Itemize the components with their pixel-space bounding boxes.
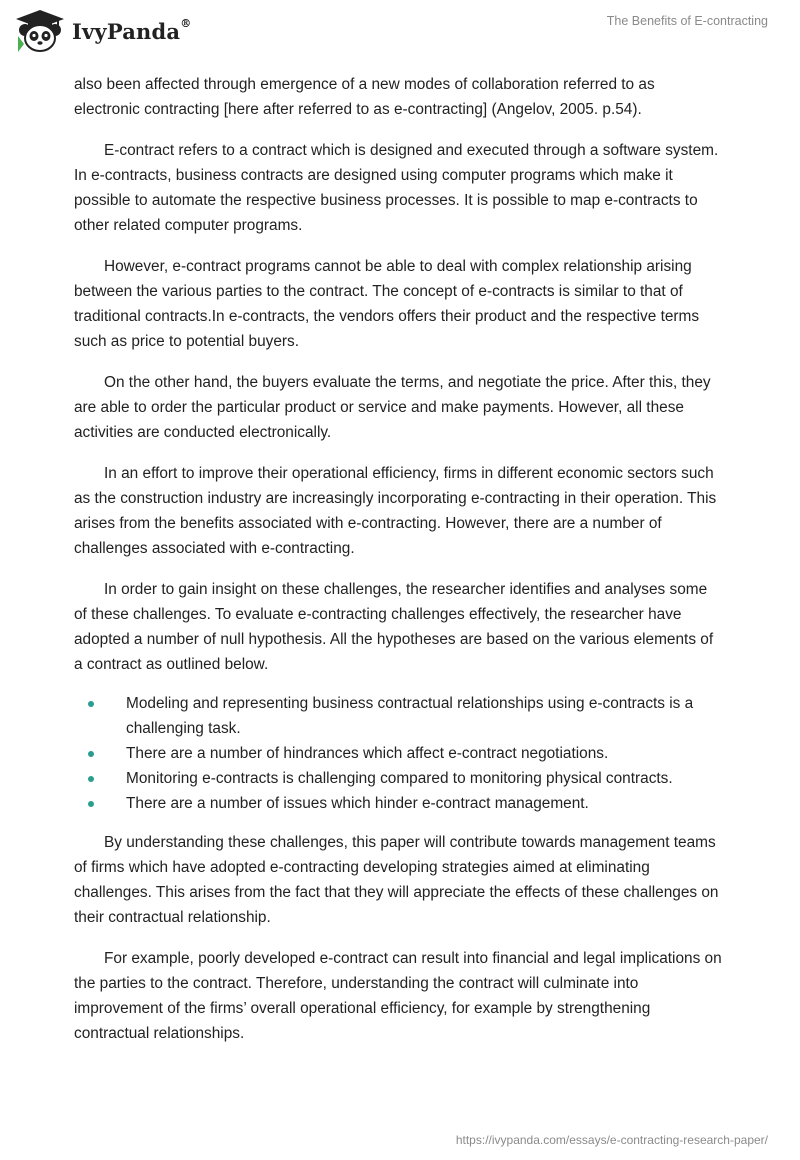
paragraph: In order to gain insight on these challenges, the researcher identifies and analyses some of these challenges. To evaluate e-contracting challenges effectively, the researcher have adopted a number of null hypothesis. All the hypotheses are based on the various elements of a contract as outlined below. [74,581,714,673]
registered-mark: ® [180,16,192,30]
panda-graduate-icon [14,8,66,54]
paragraph: For example, poorly developed e-contract can result into financial and legal implications on the parties to the contract. Therefore, understanding the contract will culminate into improvement of the firms’ overall operational efficiency, for example by strengthening contractual relationships. [74,950,722,1042]
hypotheses-list [74,691,724,816]
paragraph: also been affected through emergence of a new modes of collaboration referred to as electronic contracting [here after referred to as e-contracting] (Angelov, 2005. p.54). [74,76,655,118]
ivypanda-logo[interactable] [14,8,191,54]
bullet-icon [88,776,94,782]
paragraph: On the other hand, the buyers evaluate the terms, and negotiate the price. After this, they are able to order the particular product or service and make payments. However, all these activities are conducted electronically. [74,374,711,441]
paragraph: However, e-contract programs cannot be able to deal with complex relationship arising between the various parties to the contract. The concept of e-contracts is similar to that of traditional contracts.In e-contracts, the vendors offers their product and the respective terms such as price to potential buyers. [74,258,700,350]
page-header [0,0,800,70]
paragraph: By understanding these challenges, this paper will contribute towards management teams of firms which have adopted e-contracting developing strategies aimed at eliminating challenges. This arises from the fact that they will appreciate the effects of these challenges on their contractual relationship. [74,834,719,926]
paragraph: In an effort to improve their operational efficiency, firms in different economic sectors such as the construction industry are increasingly incorporating e-contracting in their operation. This arises from the benefits associated with e-contracting. However, there are a number of challenges associated with e-contracting. [74,465,717,557]
document-title: The Benefits of E-contracting [606,14,768,28]
bullet-icon [88,801,94,807]
paragraph: E-contract refers to a contract which is designed and executed through a software system. In e-contracts, business contracts are designed using computer programs which make it possible to automate the respective business processes. It is possible to map e-contracts to other related computer programs. [74,142,719,234]
list-item: Monitoring e-contracts is challenging compared to monitoring physical contracts. [74,766,724,791]
list-item: There are a number of hindrances which affect e-contract negotiations. [74,741,724,766]
essay-body [74,72,724,1062]
bullet-icon [88,751,94,757]
bullet-icon [88,701,94,707]
list-item: There are a number of issues which hinder e-contract management. [74,791,724,816]
brand-name: IvyPanda® [72,16,192,44]
list-item: Modeling and representing business contractual relationships using e-contracts is a challenging task. [74,691,724,741]
source-url[interactable]: https://ivypanda.com/essays/e-contracting-research-paper/ [455,1133,768,1147]
